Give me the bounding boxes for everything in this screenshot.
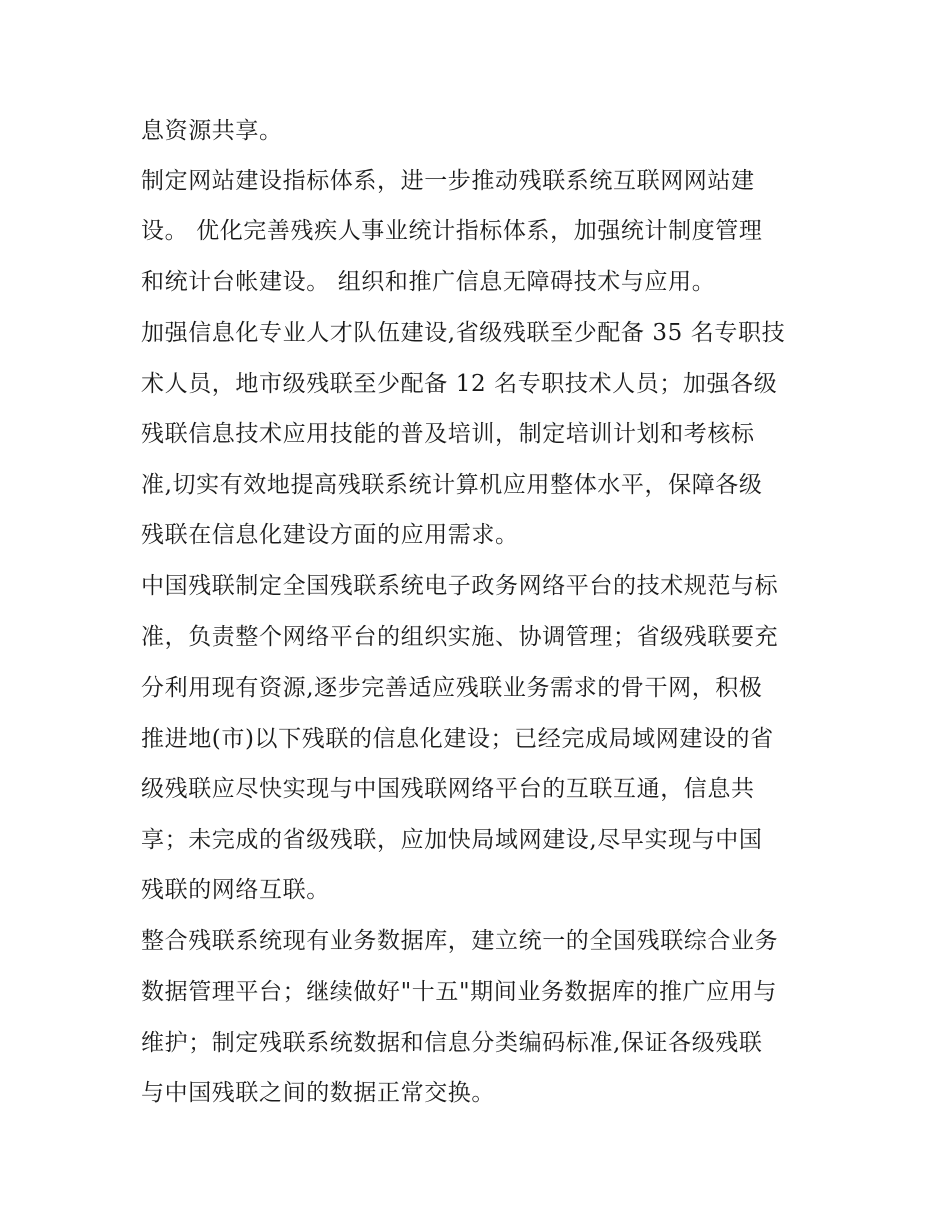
text-line: 设。 优化完善残疾人事业统计指标体系，加强统计制度管理 bbox=[141, 218, 763, 244]
text-line: 推进地(市)以下残联的信息化建设；已经完成局域网建设的省 bbox=[141, 726, 774, 752]
text-line: 准,切实有效地提高残联系统计算机应用整体水平，保障各级 bbox=[141, 472, 763, 498]
text-line: 享；未完成的省级残联，应加快局域网建设,尽早实现与中国 bbox=[141, 827, 763, 853]
text-line: 残联的网络互联。 bbox=[141, 877, 330, 903]
text-line: 维护；制定残联系统数据和信息分类编码标准,保证各级残联 bbox=[141, 1030, 763, 1056]
text-line: 整合残联系统现有业务数据库，建立统一的全国残联综合业务 bbox=[141, 928, 779, 954]
text-line: 与中国残联之间的数据正常交换。 bbox=[141, 1080, 495, 1106]
text-line: 级残联应尽快实现与中国残联网络平台的互联互通，信息共 bbox=[141, 776, 755, 802]
text-line: 准，负责整个网络平台的组织实施、协调管理；省级残联要充 bbox=[141, 624, 779, 650]
text-line: 残联在信息化建设方面的应用需求。 bbox=[141, 522, 519, 548]
text-line: 术人员，地市级残联至少配备 12 名专职技术人员；加强各级 bbox=[141, 371, 778, 397]
text-line: 中国残联制定全国残联系统电子政务网络平台的技术规范与标 bbox=[141, 573, 779, 599]
text-line: 数据管理平台；继续做好"十五"期间业务数据库的推广应用与 bbox=[141, 979, 777, 1005]
text-line: 加强信息化专业人才队伍建设,省级残联至少配备 35 名专职技 bbox=[141, 320, 786, 346]
text-line: 分利用现有资源,逐步完善适应残联业务需求的骨干网，积极 bbox=[141, 675, 763, 701]
text-line: 制定网站建设指标体系，进一步推动残联系统互联网网站建 bbox=[141, 168, 755, 194]
text-line: 和统计台帐建设。 组织和推广信息无障碍技术与应用。 bbox=[141, 269, 716, 295]
text-line: 息资源共享。 bbox=[141, 118, 283, 144]
text-line: 残联信息技术应用技能的普及培训，制定培训计划和考核标 bbox=[141, 421, 755, 447]
